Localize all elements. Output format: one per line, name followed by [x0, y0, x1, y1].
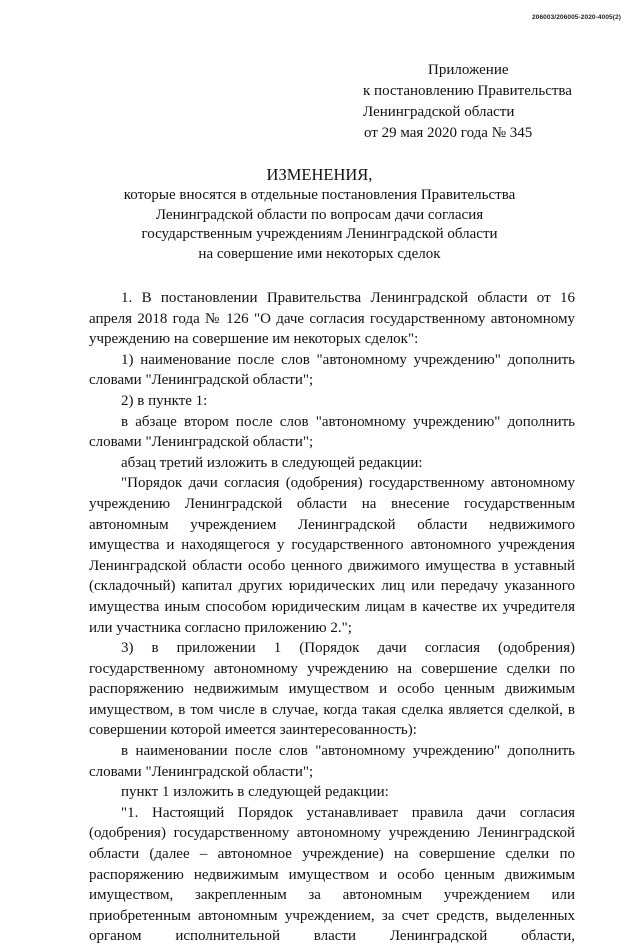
paragraph-9: пункт 1 изложить в следующей редакции:: [121, 784, 389, 801]
paragraph-2: 1) наименование после слов "автономному учреждению" дополнить словами "Ленинградской области";: [89, 351, 575, 389]
paragraph-5: абзац третий изложить в следующей редакции:: [121, 454, 423, 471]
paragraph-6: "Порядок дачи согласия (одобрения) государственному автономному учреждению Ленинградской области на внесение государственным автономным учреждением Ленинградской области недвижимого имущества и находящегося у государственного автономного учреждения Ленинградской области особо ценного движимого имущества в уставный (складочный) капитал других юридических лиц или передачу указанного имущества иным способом юридическим лицам в качестве их учредителя или участника согласно приложению 2.";: [89, 475, 575, 636]
appendix-date-number: от 29 мая 2020 года № 345: [364, 125, 533, 141]
document-title-block: [0, 164, 639, 264]
paragraph-10: "1. Настоящий Порядок устанавливает правила дачи согласия (одобрения) государственному автономному учреждению Ленинградской области (далее – автономное учреждение) на совершение сделки по распоряжению недвижимым имуществом и особо ценным движимым имуществом, закрепленным за автономным учреждением или приобретенным автономным учреждением, за счет средств, выделенных органом исполнительной власти Ленинградской области,: [89, 804, 575, 945]
appendix-label: Приложение: [428, 62, 509, 78]
paragraph-1: 1. В постановлении Правительства Ленинградской области от 16 апреля 2018 года № 126 "О даче согласия государственному автономному учреждению на совершение им некоторых сделок":: [89, 290, 575, 348]
appendix-decree-ref: к постановлению Правительства: [363, 83, 572, 99]
appendix-region: Ленинградской области: [363, 104, 515, 120]
paragraph-8: в наименовании после слов "автономному учреждению" дополнить словами "Ленинградской области";: [89, 743, 575, 780]
paragraph-4: в абзаце втором после слов "автономному учреждению" дополнить словами "Ленинградской области";: [89, 413, 575, 451]
document-subtitle-line-2: Ленинградской области по вопросам дачи согласия: [155, 206, 484, 223]
paragraph-7: 3) в приложении 1 (Порядок дачи согласия (одобрения) государственному автономному учреждению на совершение сделки по распоряжению недвижимым имуществом и особо ценным движимым имуществом, в том числе в случае, когда такая сделка является сделкой, в совершении которой имеется заинтересованность):: [89, 640, 575, 739]
document-title: ИЗМЕНЕНИЯ,: [266, 165, 373, 184]
document-body: [89, 288, 575, 947]
document-subtitle-line-1: которые вносятся в отдельные постановления Правительства: [123, 187, 516, 203]
document-id: 206003/206005-2020-4005(2): [532, 14, 621, 21]
appendix-block: [360, 60, 572, 144]
document-subtitle-line-3: государственным учреждениям Ленинградской области: [141, 226, 498, 242]
document-subtitle-line-4: на совершение ими некоторых сделок: [198, 245, 441, 262]
paragraph-3: 2) в пункте 1:: [121, 392, 208, 409]
